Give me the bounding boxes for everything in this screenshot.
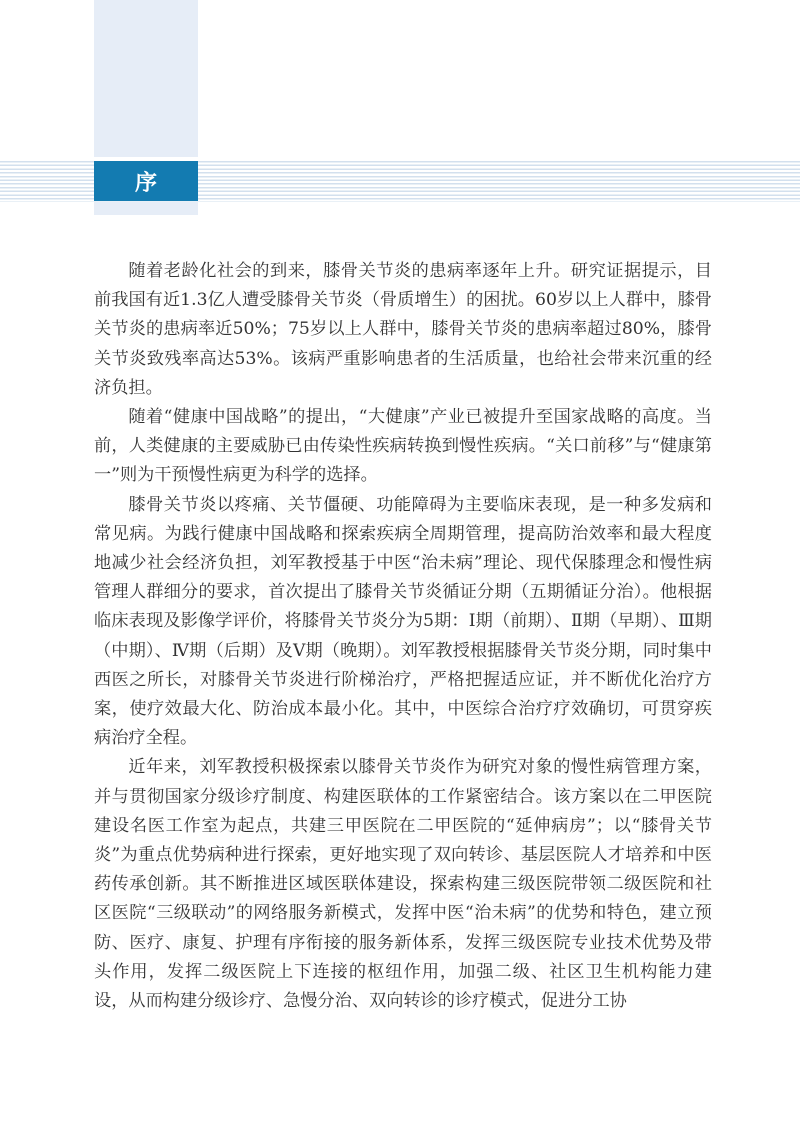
page-title: 序	[134, 170, 157, 196]
decorative-column-top	[94, 0, 198, 157]
paragraph: 随着老龄化社会的到来，膝骨关节炎的患病率逐年上升。研究证据提示，目前我国有近1.3亿人遭受膝骨关节炎（骨质增生）的困扰。60岁以上人群中，膝骨关节炎的患病率近50%；75岁以上人群中，膝骨关节炎的患病率超过80%，膝骨关节炎致残率高达53%。该病严重影响患者的生活质量，也给社会带来沉重的经济负担。	[94, 261, 712, 398]
paragraph: 近年来，刘军教授积极探索以膝骨关节炎作为研究对象的慢性病管理方案，并与贯彻国家分级诊疗制度、构建医联体的工作紧密结合。该方案以在二甲医院建设名医工作室为起点，共建三甲医院在二甲医院的“延伸病房”；以“膝骨关节炎”为重点优势病种进行探索，更好地实现了双向转诊、基层医院人才培养和中医药传承创新。其不断推进区域医联体建设，探索构建三级医院带领二级医院和社区医院“三级联动”的网络服务新模式，发挥中医“治未病”的优势和特色，建立预防、医疗、康复、护理有序衔接的服务新体系，发挥三级医院专业技术优势及带头作用，发挥二级医院上下连接的枢纽作用，加强二级、社区卫生机构能力建设，从而构建分级诊疗、急慢分治、双向转诊的诊疗模式，促进分工协	[94, 757, 712, 1012]
section-title-box	[94, 161, 198, 201]
preface-body	[94, 257, 712, 1016]
paragraph: 随着“健康中国战略”的提出，“大健康”产业已被提升至国家战略的高度。当前，人类健康的主要威胁已由传染性疾病转换到慢性疾病。“关口前移”与“健康第一”则为干预慢性病更为科学的选择。	[94, 407, 712, 486]
paragraph: 膝骨关节炎以疼痛、关节僵硬、功能障碍为主要临床表现，是一种多发病和常见病。为践行健康中国战略和探索疾病全周期管理，提高防治效率和最大程度地减少社会经济负担，刘军教授基于中医“治未病”理论、现代保膝理念和慢性病管理人群细分的要求，首次提出了膝骨关节炎循证分期（五期循证分治）。他根据临床表现及影像学评价，将膝骨关节炎分为5期：Ⅰ期（前期）、Ⅱ期（早期）、Ⅲ期（中期）、Ⅳ期（后期）及Ⅴ期（晚期）。刘军教授根据膝骨关节炎分期，同时集中西医之所长，对膝骨关节炎进行阶梯治疗，严格把握适应证，并不断优化治疗方案，使疗效最大化、防治成本最小化。其中，中医综合治疗疗效确切，可贯穿疾病治疗全程。	[94, 494, 712, 749]
decorative-column-bottom	[94, 202, 198, 215]
